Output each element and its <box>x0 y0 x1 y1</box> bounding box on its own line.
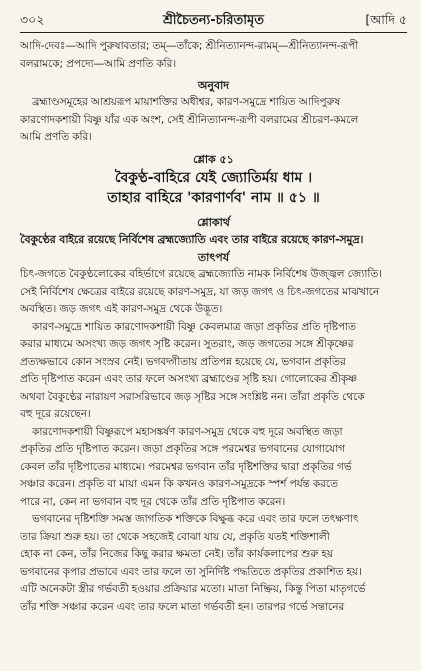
tatparya-heading: তাৎপর্য <box>197 251 230 264</box>
verse-line: তাহার বাহিরে 'কারণার্ণব' নাম ॥ ৫১ ॥ <box>107 190 320 206</box>
tatparya-line: অথবা বৈকুণ্ঠের নারায়ণ সরাসরিভাবে জড় সৃষ্টির সঙ্গে সংশ্লিষ্ট নন। তাঁরা প্রকৃতি থেকে <box>20 390 365 403</box>
tatparya-line: প্রতি দৃষ্টিপাত করেন এবং তার ফলে অসংখ্য ব্রহ্মাণ্ডের সৃষ্টি হয়। গোলোকের শ্রীকৃষ্ণ <box>20 373 358 385</box>
tatparya-line: কারণ-সমুদ্রে শায়িত কারণোদকশায়ী বিষ্ণু কেবলমাত্র জড়া প্রকৃতির প্রতি দৃষ্টিপাত <box>32 320 356 333</box>
anubad-heading: অনুবাদ <box>197 79 230 92</box>
tatparya-line: তার ক্রিয়া শুরু হয়। তা থেকে সহজেই বোঝা যায় যে, প্রকৃতি যতই শক্তিশালী <box>20 530 330 543</box>
page-number: ৩০২ <box>20 12 45 27</box>
tatparya-section <box>20 250 407 616</box>
tatparya-line: এটি অনেকটা স্ত্রীর গর্ভবতী হওয়ার প্রক্রিয়ার মতো। মাতা নিষ্ক্রিয়, কিন্তু পিতা মাতৃগর্ভে <box>20 583 366 595</box>
shloka-section <box>20 152 407 208</box>
tatparya-line: করার মাধ্যমে অসংখ্য জড় জগৎ সৃষ্টি করেন। সুতরাং, জড় জগতের সঙ্গে শ্রীকৃষ্ণের <box>20 338 354 350</box>
page-header <box>20 10 407 33</box>
tatparya-line: তাঁর শক্তি সঞ্চার করেন এবং তার ফলে মাতা গর্ভবতী হন। তারপর গর্ভে সন্তানের <box>20 600 345 613</box>
running-title: শ্রীচৈতন্য-চরিতামৃত <box>162 13 265 28</box>
anubad-line: কারণোদকশায়ী বিষ্ণু যাঁর এক অংশ, সেই শ্রীনিত্যানন্দ-রূপী বলরামের শ্রীচরণ-কমলে <box>20 113 359 126</box>
anubad-line: ব্রহ্মাণ্ডসমূহের আশ্রয়রূপ মায়াশক্তির অধীশ্বর, কারণ-সমুদ্রে শায়িত আদিপুরুষ <box>32 96 341 108</box>
tatparya-line: প্রকৃতির প্রতি দৃষ্টিপাত করেন। জড়া প্রকৃতির সঙ্গে পরমেশ্বর ভগবানের যোগাযোগ <box>20 443 345 455</box>
tatparya-line: সঞ্চার করেন। প্রকৃতি বা মায়া এমন কি কখনও কারণ-সমুদ্রকে স্পর্শ পর্যন্ত করতে <box>20 478 338 490</box>
verse-line: বৈকুণ্ঠ-বাহিরে যেই জ্যোতির্ময় ধাম । <box>114 170 313 186</box>
shlokartha-heading: শ্লোকার্থ <box>197 216 230 229</box>
word-meaning-line: আদি-দেবঃ—আদি পুরুষাবতার; তম্—তাঁকে; শ্রীনিত্যানন্দ-রামম্—শ্রীনিত্যানন্দ-রূপী <box>20 40 359 52</box>
shlokartha-text: বৈকুণ্ঠের বাইরে রয়েছে নির্বিশেষ ব্রহ্মজ্যোতি এবং তার বাইরে রয়েছে কারণ-সমুদ্র। <box>20 233 364 246</box>
tatparya-line: পারে না, কেন না ভগবান বহু দূর থেকে তাঁর প্রতি দৃষ্টিপাত করেন। <box>20 495 286 508</box>
anubad-section <box>20 78 407 147</box>
tatparya-line: অবস্থিত। জড় জগৎ এই কারণ-সমুদ্র থেকে উদ্ভূত। <box>20 303 223 315</box>
chapter-marker: [আদি ৫ <box>365 12 407 27</box>
anubad-line: আমি প্রণতি করি। <box>20 131 92 143</box>
tatparya-line: কারণোদকশায়ী বিষ্ণুরূপে মহাসঙ্কর্ষণ কারণ-সমুদ্র থেকে বহু দূরে অবস্থিত জড়া <box>32 425 343 438</box>
word-meanings <box>20 38 407 73</box>
shloka-heading: শ্লোক ৫১ <box>193 153 234 166</box>
tatparya-line: বহু দূরে রয়েছেন। <box>20 408 91 420</box>
tatparya-line: প্রত্যক্ষভাবে কোন সংস্রব নেই। ভগবদ্গীতায় প্রতিপন্ন হয়েছে যে, ভগবান প্রকৃতির <box>20 355 346 368</box>
tatparya-line: সেই নির্বিশেষ ক্ষেত্রের বাইরে রয়েছে কারণ-সমুদ্র, যা জড় জগৎ ও চিৎ-জগতের মাঝখানে <box>20 285 380 298</box>
tatparya-line: ভগবানের দৃষ্টিশক্তি সমস্ত জাগতিক শক্তিকে বিক্ষুব্ধ করে এবং তার ফলে তৎক্ষণাৎ <box>32 513 359 525</box>
tatparya-line: চিৎ-জগতে বৈকুণ্ঠলোকের বহির্ভাগে রয়েছে ব্রহ্মজ্যোতি নামক নির্বিশেষ উজ্জ্বল জ্যোতি। <box>20 268 382 280</box>
tatparya-line: হোক না কেন, তাঁর নিজের কিছু করার ক্ষমতা নেই। তাঁর কার্যকলাপের শুরু হয় <box>20 548 333 560</box>
shlokartha-section <box>20 215 407 248</box>
word-meaning-line: বলরামকে; প্রপদ্যে—আমি প্রণতি করি। <box>20 57 176 70</box>
tatparya-line: কেবল তাঁর দৃষ্টিপাতের মাধ্যমে। পরমেশ্বর ভগবান তাঁর দৃষ্টিশক্তির দ্বারা প্রকৃতির গর্ভ <box>20 460 352 473</box>
tatparya-line: ভগবানের কৃপার প্রভাবে এবং তার ফলে তা সুনির্দিষ্ট পদ্ধতিতে প্রকৃতির প্রকাশিত হয়। <box>20 565 362 578</box>
